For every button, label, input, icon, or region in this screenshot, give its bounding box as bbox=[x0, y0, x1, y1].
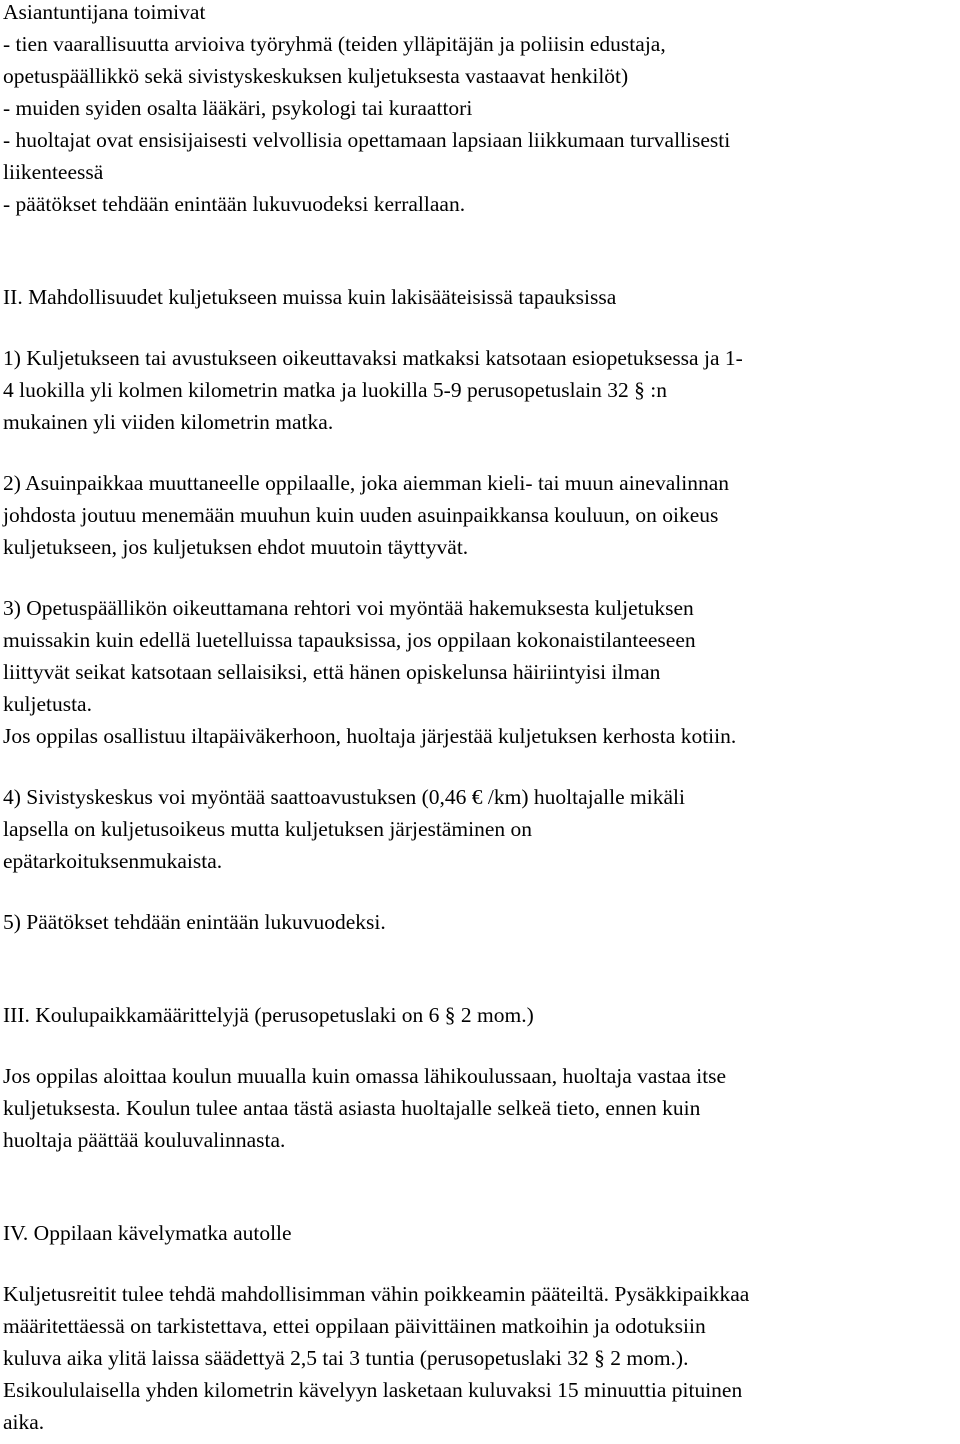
paragraph-line: johdosta joutuu menemään muuhun kuin uuden asuinpaikkansa kouluun, on oikeus bbox=[3, 503, 719, 527]
paragraph-line: kuljetuksesta. Koulun tulee antaa tästä asiasta huoltajalle selkeä tieto, ennen kuin bbox=[3, 1096, 701, 1120]
intro-block bbox=[3, 0, 955, 220]
section-3 bbox=[3, 999, 955, 1156]
intro-line: - päätökset tehdään enintään lukuvuodeksi kerrallaan. bbox=[3, 192, 466, 216]
paragraph-line: muissakin kuin edellä luetelluissa tapauksissa, jos oppilaan kokonaistilanteeseen bbox=[3, 628, 696, 652]
paragraph-line: mukainen yli viiden kilometrin matka. bbox=[3, 410, 334, 434]
paragraph-line: huoltaja päättää kouluvalinnasta. bbox=[3, 1128, 286, 1152]
paragraph-line: määritettäessä on tarkistettava, ettei oppilaan päivittäinen matkoihin ja odotuksiin bbox=[3, 1314, 706, 1338]
section-4-paragraph-1 bbox=[3, 1278, 955, 1438]
paragraph-line: 3) Opetuspäällikön oikeuttamana rehtori voi myöntää hakemuksesta kuljetuksen bbox=[3, 596, 694, 620]
spacer bbox=[3, 563, 955, 592]
paragraph-line: 4) Sivistyskeskus voi myöntää saattoavustuksen (0,46 € /km) huoltajalle mikäli bbox=[3, 785, 685, 809]
paragraph-line: Jos oppilas aloittaa koulun muualla kuin omassa lähikoulussaan, huoltaja vastaa itse bbox=[3, 1064, 727, 1088]
spacer bbox=[3, 938, 955, 999]
spacer bbox=[3, 220, 955, 281]
spacer bbox=[3, 1156, 955, 1217]
paragraph-line: 4 luokilla yli kolmen kilometrin matka ja luokilla 5-9 perusopetuslain 32 § :n bbox=[3, 378, 668, 402]
section-2-heading: II. Mahdollisuudet kuljetukseen muissa kuin lakisääteisissä tapauksissa bbox=[3, 285, 617, 309]
section-2-paragraph-4 bbox=[3, 781, 955, 877]
section-2 bbox=[3, 281, 955, 938]
paragraph-line: epätarkoituksenmukaista. bbox=[3, 849, 223, 873]
paragraph-line: kuluva aika ylitä laissa säädettyä 2,5 tai 3 tuntia (perusopetuslaki 32 § 2 mom.). bbox=[3, 1346, 689, 1370]
paragraph-line: Jos oppilas osallistuu iltapäiväkerhoon, huoltaja järjestää kuljetuksen kerhosta kotiin. bbox=[3, 724, 737, 748]
spacer bbox=[3, 1249, 955, 1278]
section-2-paragraph-3 bbox=[3, 592, 955, 752]
spacer bbox=[3, 877, 955, 906]
paragraph-line: liittyvät seikat katsotaan sellaisiksi, että hänen opiskelunsa häiriintyisi ilman bbox=[3, 660, 661, 684]
spacer bbox=[3, 313, 955, 342]
intro-line: liikenteessä bbox=[3, 160, 104, 184]
spacer bbox=[3, 438, 955, 467]
intro-line: - tien vaarallisuutta arvioiva työryhmä (teiden ylläpitäjän ja poliisin edustaja, bbox=[3, 32, 666, 56]
section-3-heading: III. Koulupaikkamäärittelyjä (perusopetuslaki on 6 § 2 mom.) bbox=[3, 1003, 534, 1027]
paragraph-line: Esikoululaisella yhden kilometrin kävelyyn lasketaan kuluvaksi 15 minuuttia pituinen bbox=[3, 1378, 743, 1402]
intro-line: Asiantuntijana toimivat bbox=[3, 0, 206, 24]
document-page bbox=[3, 0, 955, 1438]
spacer bbox=[3, 1031, 955, 1060]
section-2-paragraph-2 bbox=[3, 467, 955, 563]
paragraph-line: kuljetukseen, jos kuljetuksen ehdot muutoin täyttyvät. bbox=[3, 535, 469, 559]
paragraph-line: 1) Kuljetukseen tai avustukseen oikeuttavaksi matkaksi katsotaan esiopetuksessa ja 1- bbox=[3, 346, 743, 370]
section-2-paragraph-1 bbox=[3, 342, 955, 438]
intro-line: opetuspäällikkö sekä sivistyskeskuksen kuljetuksesta vastaavat henkilöt) bbox=[3, 64, 629, 88]
paragraph-line: lapsella on kuljetusoikeus mutta kuljetuksen järjestäminen on bbox=[3, 817, 533, 841]
paragraph-line: aika. bbox=[3, 1410, 45, 1434]
section-2-paragraph-5 bbox=[3, 906, 955, 938]
intro-line: - huoltajat ovat ensisijaisesti velvollisia opettamaan lapsiaan liikkumaan turvallisesti bbox=[3, 128, 731, 152]
section-3-paragraph-1 bbox=[3, 1060, 955, 1156]
paragraph-line: 2) Asuinpaikkaa muuttaneelle oppilaalle, joka aiemman kieli- tai muun ainevalinnan bbox=[3, 471, 729, 495]
paragraph-line: Kuljetusreitit tulee tehdä mahdollisimman vähin poikkeamin pääteiltä. Pysäkkipaikkaa bbox=[3, 1282, 750, 1306]
section-4 bbox=[3, 1217, 955, 1438]
intro-line: - muiden syiden osalta lääkäri, psykologi tai kuraattori bbox=[3, 96, 473, 120]
paragraph-line: kuljetusta. bbox=[3, 692, 92, 716]
spacer bbox=[3, 752, 955, 781]
section-4-heading: IV. Oppilaan kävelymatka autolle bbox=[3, 1221, 292, 1245]
paragraph-line: 5) Päätökset tehdään enintään lukuvuodeksi. bbox=[3, 910, 386, 934]
